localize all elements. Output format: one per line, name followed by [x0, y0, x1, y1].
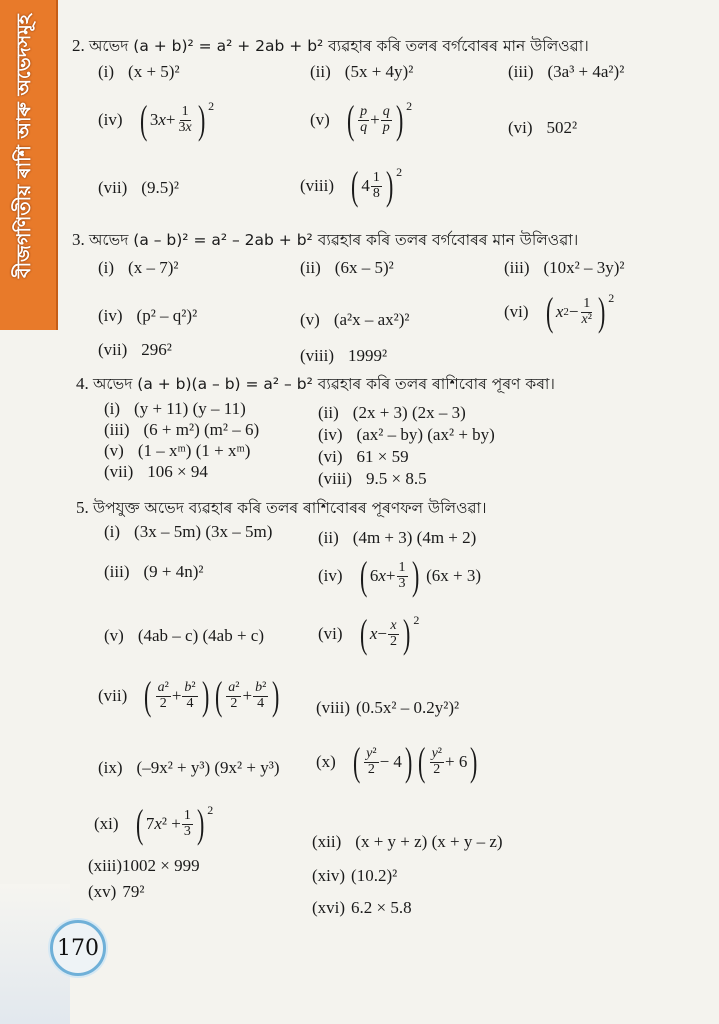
q5-item-xiv: (xiv) (10.2)² — [312, 866, 398, 885]
q4-item-ii: (ii) (2x + 3) (2x – 3) — [318, 403, 466, 422]
q2-item-i: (i) (x + 5)² — [98, 62, 180, 81]
q2-item-v: (v) ( $\frac{p}{q}$ + $\frac{q}{p}$ ) 2 — [310, 97, 413, 142]
q3-item-iv: (iv) (p² – q²)² — [98, 306, 198, 325]
q2-number: 2. — [72, 36, 85, 55]
q4-item-vii: (vii) 106 × 94 — [104, 462, 208, 481]
q4-item-vi: (vi) 61 × 59 — [318, 447, 409, 466]
page-number: 170 — [50, 920, 106, 976]
q2-item-viii: (viii) ( 4 $\frac{1}{8}$ ) 2 — [300, 163, 403, 208]
q3-text: অভেদ (a – b)² = a² – 2ab + b² ব্যৱহাৰ কৰি তলৰ বৰ্গবোৰৰ মান উলিওৱা। — [89, 231, 579, 249]
q4-item-viii: (viii) 9.5 × 8.5 — [318, 469, 427, 488]
q5-text: উপযুক্ত অভেদ ব্যৱহাৰ কৰি তলৰ ৰাশিবোৰৰ পূৰণফল উলিওৱা। — [93, 499, 487, 517]
q2-item-vi: (vi) 502² — [508, 118, 578, 137]
q3-item-vi: (vi) ( x 2 − $\frac{1}{\text{x²}}$ ) 2 — [504, 289, 615, 334]
q5-item-xii: (xii) (x + y + z) (x + y – z) — [312, 832, 503, 851]
q2-text: অভেদ (a + b)² = a² + 2ab + b² ব্যৱহাৰ কৰি তলৰ বৰ্গবোৰৰ মান উলিওৱা। — [89, 37, 589, 55]
q2-heading — [72, 34, 589, 60]
q5-item-vii: (vii) ( $\frac{\text{a²}}{2}$ + $\frac{\text{b²}}{4}$ ) ( $\frac{\text{a²}}{2}$ + $\frac{\text{b²}}{4}$ ) — [98, 673, 280, 718]
q3-item-ii: (ii) (6x – 5)² — [300, 258, 394, 277]
chapter-title: বীজগণিতীয় ৰাশি আৰু অভেদসমূহ — [13, 14, 35, 278]
q2-item-ii: (ii) (5x + 4y)² — [310, 62, 414, 81]
q3-item-viii: (viii) 1999² — [300, 346, 388, 365]
q5-item-iv: (iv) ( 6 x + $\frac{1}{3}$ ) (6x + 3) — [318, 553, 482, 598]
q5-item-xv: (xv) 79² — [88, 882, 145, 901]
q5-item-xiii: (xiii) 1002 × 999 — [88, 856, 200, 875]
q4-item-v: (v) (1 – xᵐ) (1 + xᵐ) — [104, 441, 251, 460]
q5-item-iii: (iii) (9 + 4n)² — [104, 562, 204, 581]
q3-heading — [72, 228, 578, 254]
chapter-sidebar — [0, 0, 58, 330]
q4-number: 4. — [76, 374, 89, 393]
q5-item-viii: (viii) (0.5x² – 0.2y²)² — [316, 698, 460, 717]
q2-item-iv: (iv) ( 3 x + $\frac{1}{3x}$ ) 2 — [98, 97, 215, 142]
q3-item-v: (v) (a²x – ax²)² — [300, 310, 410, 329]
q4-item-i: (i) (y + 11) (y – 11) — [104, 399, 246, 418]
q2-item-iii: (iii) (3a³ + 4a²)² — [508, 62, 625, 81]
q5-item-i: (i) (3x – 5m) (3x – 5m) — [104, 522, 273, 541]
q3-number: 3. — [72, 230, 85, 249]
q5-item-ix: (ix) (–9x² + y³) (9x² + y³) — [98, 758, 280, 777]
q5-item-xvi: (xvi) 6.2 × 5.8 — [312, 898, 412, 917]
q5-item-vi: (vi) ( x − $\frac{x}{2}$ ) 2 — [318, 611, 420, 656]
q2-item-vii: (vii) (9.5)² — [98, 178, 179, 197]
q3-item-i: (i) (x – 7)² — [98, 258, 179, 277]
q4-item-iv: (iv) (ax² – by) (ax² + by) — [318, 425, 495, 444]
q5-item-xi: (xi) ( 7 x ² + $\frac{1}{3}$ ) 2 — [94, 801, 214, 846]
q3-item-vii: (vii) 296² — [98, 340, 172, 359]
q3-item-iii: (iii) (10x² – 3y)² — [504, 258, 625, 277]
q5-item-v: (v) (4ab – c) (4ab + c) — [104, 626, 264, 645]
q5-item-ii: (ii) (4m + 3) (4m + 2) — [318, 528, 477, 547]
q5-item-x: (x) ( $\frac{\text{y²}}{2}$ − 4 ) ( $\frac{\text{y²}}{2}$ + 6 ) — [316, 739, 478, 784]
q4-heading — [76, 372, 555, 398]
q5-number: 5. — [76, 498, 89, 517]
q4-item-iii: (iii) (6 + m²) (m² – 6) — [104, 420, 260, 439]
q4-text: অভেদ (a + b)(a – b) = a² – b² ব্যৱহাৰ কৰি তলৰ ৰাশিবোৰ পূৰণ কৰা। — [93, 375, 555, 393]
q5-heading — [76, 496, 487, 522]
